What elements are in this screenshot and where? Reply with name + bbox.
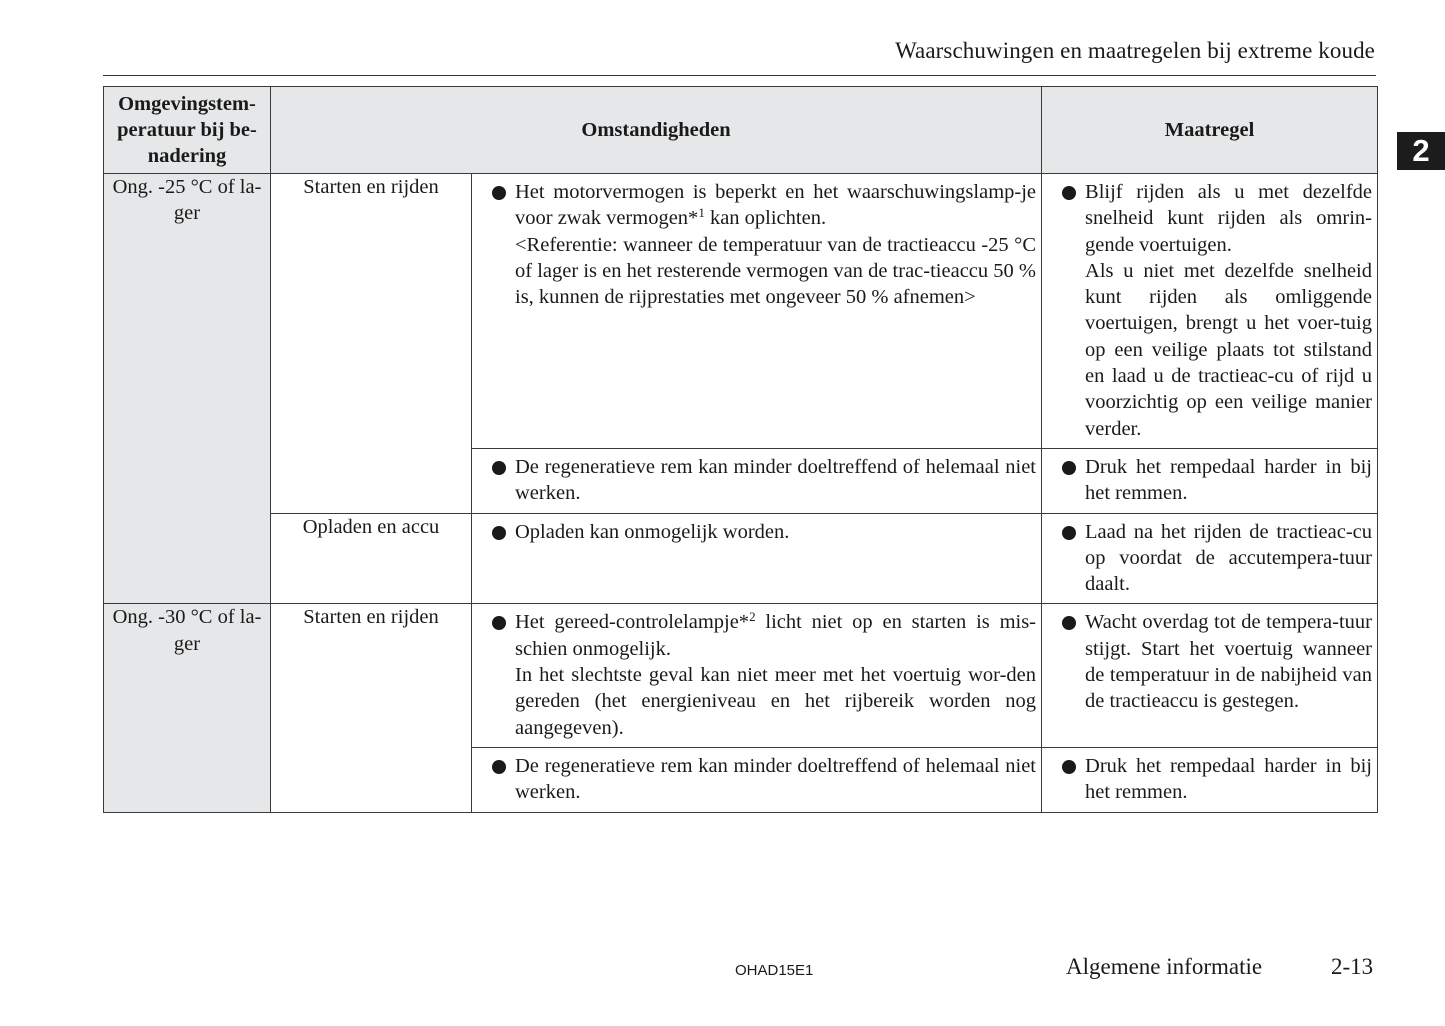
column-header-temperature: Omgevingstem-peratuur bij be-nadering bbox=[104, 87, 271, 174]
bullet-icon bbox=[1062, 461, 1076, 475]
bullet-icon bbox=[1062, 760, 1076, 774]
column-header-circumstances: Omstandigheden bbox=[271, 87, 1042, 174]
document-code: OHAD15E1 bbox=[735, 962, 814, 979]
bullet-icon bbox=[492, 461, 506, 475]
bullet-icon bbox=[492, 186, 506, 200]
table-row bbox=[104, 174, 1378, 449]
measure-cell: Druk het rempedaal harder in bij het remmen. bbox=[1042, 747, 1378, 812]
category-cell: Opladen en accu bbox=[271, 513, 472, 604]
category-cell: Starten en rijden bbox=[271, 604, 472, 812]
category-cell: Starten en rijden bbox=[271, 174, 472, 514]
measure-cell: Druk het rempedaal harder in bij het remmen. bbox=[1042, 448, 1378, 513]
cold-weather-table bbox=[103, 86, 1378, 813]
bullet-icon bbox=[1062, 616, 1076, 630]
page-number: 2-13 bbox=[1331, 954, 1374, 979]
measure-cell: Wacht overdag tot de tempera-tuur stijgt. Start het voertuig wanneer de temperatuur in de nabijheid van de tractieaccu is gestegen. bbox=[1042, 604, 1378, 747]
table-row bbox=[104, 604, 1378, 747]
circumstance-cell: De regeneratieve rem kan minder doeltreffend of helemaal niet werken. bbox=[472, 448, 1042, 513]
running-header-title: Waarschuwingen en maatregelen bij extreme koude bbox=[895, 38, 1375, 63]
footer-section-title: Algemene informatie bbox=[1066, 954, 1263, 979]
circumstance-cell: Opladen kan onmogelijk worden. bbox=[472, 513, 1042, 604]
temperature-cell: Ong. -25 °C of la-ger bbox=[104, 174, 271, 604]
chapter-tab: 2 bbox=[1397, 132, 1445, 170]
column-header-measure: Maatregel bbox=[1042, 87, 1378, 174]
table-row bbox=[104, 513, 1378, 604]
table-header-row bbox=[104, 87, 1378, 174]
measure-cell: Blijf rijden als u met dezelfde snelheid kunt rijden als omrin-gende voertuigen. Als u niet met dezelfde snelheid kunt rijden als omliggende voertuigen, brengt u het voer-tuig op een veilige plaats tot stilstand en laad u de tractieac-cu of rijd u voorzichtig op een veilige manier verder. bbox=[1042, 174, 1378, 449]
bullet-icon bbox=[492, 616, 506, 630]
circumstance-cell: De regeneratieve rem kan minder doeltreffend of helemaal niet werken. bbox=[472, 747, 1042, 812]
circumstance-cell: Het gereed-controlelampje*$^2$ licht niet op en starten is mis-schien onmogelijk. In het slechtste geval kan niet meer met het voertuig wor-den gereden (het energieniveau en het rijbereik worden nog aangegeven). bbox=[472, 604, 1042, 747]
measure-cell: Laad na het rijden de tractieac-cu op voordat de accutempera-tuur daalt. bbox=[1042, 513, 1378, 604]
circumstance-cell: Het motorvermogen is beperkt en het waarschuwingslamp-je voor zwak vermogen*$^1$ kan oplichten. <Referentie: wanneer de temperatuur van de tractieaccu -25 °C of lager is en het resterende vermogen van de trac-tieaccu 50 % is, kunnen de rijprestaties met ongeveer 50 % afnemen> bbox=[472, 174, 1042, 449]
bullet-icon bbox=[492, 526, 506, 540]
temperature-cell: Ong. -30 °C of la-ger bbox=[104, 604, 271, 812]
header-rule bbox=[103, 75, 1376, 76]
bullet-icon bbox=[492, 760, 506, 774]
bullet-icon bbox=[1062, 186, 1076, 200]
bullet-icon bbox=[1062, 526, 1076, 540]
